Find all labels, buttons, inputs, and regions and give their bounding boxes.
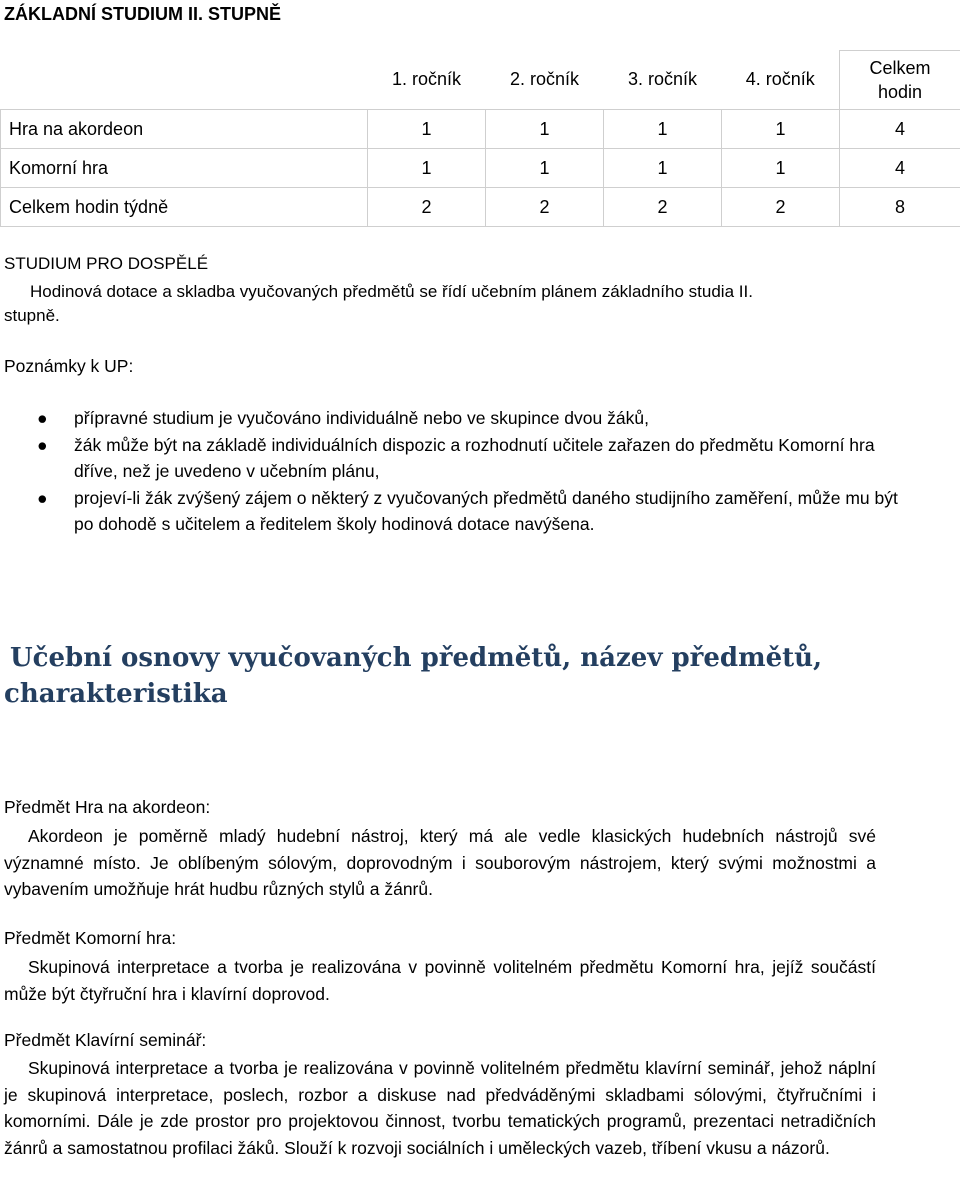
table-cell: 4	[840, 110, 960, 149]
curriculum-heading-line2: charakteristika	[4, 679, 228, 709]
subject-heading-chamber: Předmět Komorní hra:	[4, 928, 177, 948]
table-row	[1, 110, 960, 149]
subject-text-chamber: Skupinová interpretace a tvorba je realizována v povinně volitelném předmětu Komorní hra, jejíž součástí může být čtyřruční hra i klavírní doprovod.	[4, 957, 876, 1004]
subject-heading-piano-seminar: Předmět Klavírní seminář:	[4, 1030, 207, 1050]
notes-heading: Poznámky k UP:	[4, 356, 134, 376]
list-item	[0, 405, 920, 432]
table-cell: 1	[368, 149, 486, 188]
table-cell: 4	[840, 149, 960, 188]
adults-text-line2: stupně.	[4, 306, 60, 325]
list-item	[0, 432, 920, 485]
adults-heading: STUDIUM PRO DOSPĚLÉ	[4, 254, 209, 273]
bullet-icon: ●	[37, 487, 48, 508]
table-cell: 2	[368, 188, 486, 227]
subject-text-piano-seminar: Skupinová interpretace a tvorba je realizována v povinně volitelném předmětu klavírní seminář, jehož náplní je skupinová interpretace, poslech, rozbor a diskuse nad předváděnými skladbami sólovými, čtyřručními i komorními. Dále je zde prostor pro projektovou činnost, tvorbu tematických programů, prezentaci netradičních žánrů a samostatnou profilaci žáků. Slouží k rozvoji sociálních i uměleckých vazeb, tříbení vkusu a názorů.	[4, 1058, 876, 1158]
table-cell: 1	[604, 149, 722, 188]
study-plan-table	[0, 50, 960, 227]
row-label: Komorní hra	[1, 149, 368, 188]
note-text: žák může být na základě individuálních dispozic a rozhodnutí učitele zařazen do předmětu Komorní hra dříve, než je uvedeno v učebním plánu,	[74, 434, 875, 481]
table-cell: 8	[840, 188, 960, 227]
row-label: Hra na akordeon	[1, 110, 368, 149]
table-header-empty	[1, 51, 368, 110]
subject-heading-accordion: Předmět Hra na akordeon:	[4, 797, 211, 817]
table-cell: 1	[486, 110, 604, 149]
table-cell: 1	[604, 110, 722, 149]
column-header: 3. ročník	[604, 51, 722, 110]
table-cell: 1	[368, 110, 486, 149]
table-cell: 1	[486, 149, 604, 188]
table-cell: 1	[722, 110, 840, 149]
column-header: 4. ročník	[722, 51, 840, 110]
curriculum-heading-line1: Učební osnovy vyučovaných předmětů, název předmětů,	[10, 643, 823, 673]
list-item	[0, 485, 920, 538]
table-cell: 2	[486, 188, 604, 227]
bullet-icon: ●	[37, 408, 48, 428]
column-header-total: Celkem hodin	[840, 51, 960, 110]
table-header-row	[1, 51, 960, 110]
table-cell: 2	[604, 188, 722, 227]
subject-text-accordion: Akordeon je poměrně mladý hudební nástroj, který má ale vedle klasických hudebních nástrojů své významné místo. Je oblíbeným sólovým, doprovodným i souborovým nástrojem, který svými možnostmi a vybavením umožňuje hrát hudbu různých stylů a žánrů.	[4, 826, 876, 899]
curriculum-heading	[4, 640, 904, 712]
table-cell: 2	[722, 188, 840, 227]
bullet-icon: ●	[37, 434, 48, 455]
table-row	[1, 149, 960, 188]
table-cell: 1	[722, 149, 840, 188]
column-header: 1. ročník	[368, 51, 486, 110]
page-title: ZÁKLADNÍ STUDIUM II. STUPNĚ	[4, 4, 281, 24]
row-label: Celkem hodin týdně	[1, 188, 368, 227]
note-text: projeví-li žák zvýšený zájem o některý z vyučovaných předmětů daného studijního zaměření, může mu být po dohodě s učitelem a ředitelem školy hodinová dotace navýšena.	[74, 487, 898, 534]
adults-text-line1: Hodinová dotace a skladba vyučovaných předmětů se řídí učebním plánem základního studia II.	[30, 282, 753, 301]
note-text: přípravné studium je vyučováno individuálně nebo ve skupince dvou žáků,	[74, 408, 649, 428]
table-row	[1, 188, 960, 227]
column-header: 2. ročník	[486, 51, 604, 110]
notes-list	[0, 405, 920, 538]
